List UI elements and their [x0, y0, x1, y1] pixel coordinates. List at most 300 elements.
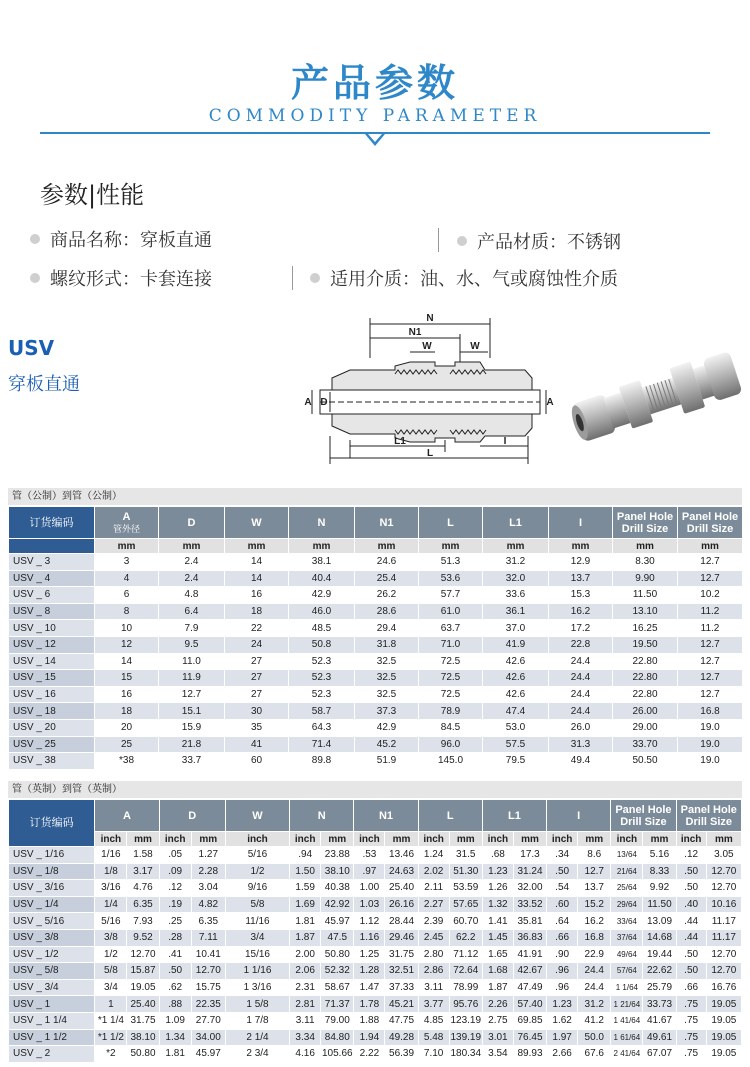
- table-cell: 2.27: [418, 896, 449, 913]
- table-cell: .50: [676, 863, 706, 880]
- table-cell: 45.2: [355, 736, 419, 753]
- table-cell: 2.4: [159, 570, 225, 587]
- table-cell: 36.1: [483, 603, 549, 620]
- spec-value: 油、水、气或腐蚀性介质: [420, 269, 618, 290]
- table-cell: 11.50: [643, 896, 676, 913]
- table-cell: .50: [159, 963, 191, 980]
- bullet-icon: [310, 273, 320, 283]
- table-cell: 6.4: [159, 603, 225, 620]
- col-header-panel-2: Panel Hole Drill Size: [678, 507, 743, 539]
- table-cell: 27: [225, 653, 289, 670]
- table-cell: 1.59: [290, 880, 321, 897]
- table-cell: 37.3: [355, 703, 419, 720]
- table-cell: 20: [95, 719, 159, 736]
- unit-cell: mm: [355, 539, 419, 554]
- unit-cell: inch: [290, 832, 321, 847]
- col-header-d: D: [159, 800, 225, 832]
- table-cell: 50.50: [613, 753, 678, 770]
- table-cell: 1.58: [127, 847, 159, 864]
- table-cell: 71.37: [321, 996, 354, 1013]
- table-cell: 32.0: [483, 570, 549, 587]
- table-cell: 12.7: [678, 670, 743, 687]
- table-cell: 31.2: [483, 554, 549, 571]
- table-cell: *38: [95, 753, 159, 770]
- table-cell: 72.5: [419, 686, 483, 703]
- table-cell: 1: [95, 996, 127, 1013]
- table-cell: 8: [95, 603, 159, 620]
- table-cell: 2.28: [191, 863, 225, 880]
- table-cell: 13.09: [643, 913, 676, 930]
- table-cell: 8.33: [643, 863, 676, 880]
- table-cell: 1 61/64: [611, 1029, 643, 1046]
- table-cell: 19.05: [706, 1029, 741, 1046]
- table-cell: 26.16: [385, 896, 418, 913]
- dim-label-a-right: A: [546, 397, 554, 408]
- table-cell: 30: [225, 703, 289, 720]
- col-header-n1: N1: [354, 800, 418, 832]
- order-code-cell: USV _ 3/4: [9, 979, 95, 996]
- table-cell: 3.11: [290, 1012, 321, 1029]
- order-code-cell: USV _ 1 1/4: [9, 1012, 95, 1029]
- table-cell: 3/8: [95, 929, 127, 946]
- page-subtitle: COMMODITY PARAMETER: [208, 106, 542, 126]
- table-cell: 31.24: [513, 863, 546, 880]
- table-cell: 3/16: [95, 880, 127, 897]
- col-header-code: 订货编码: [9, 507, 95, 539]
- table-cell: 1.81: [290, 913, 321, 930]
- unit-cell: mm: [549, 539, 613, 554]
- table-row: [9, 929, 742, 946]
- table-row: [9, 753, 743, 770]
- table-cell: 25: [95, 736, 159, 753]
- order-code-cell: USV _ 6: [9, 587, 95, 604]
- col-header-l1: L1: [483, 507, 549, 539]
- table-cell: 5/16: [95, 913, 127, 930]
- table-row: [9, 863, 742, 880]
- table-cell: 1 7/8: [225, 1012, 289, 1029]
- table-cell: .66: [676, 979, 706, 996]
- order-code-cell: USV _ 12: [9, 636, 95, 653]
- table-cell: 14: [225, 570, 289, 587]
- table-cell: 27: [225, 686, 289, 703]
- table-cell: 25.40: [385, 880, 418, 897]
- table-cell: 16.8: [678, 703, 743, 720]
- order-code-cell: USV _ 18: [9, 703, 95, 720]
- table-cell: 25.79: [643, 979, 676, 996]
- table-cell: 19.05: [127, 979, 159, 996]
- table-cell: 1 1/64: [611, 979, 643, 996]
- spec-value: 卡套连接: [140, 269, 212, 290]
- units-row: [9, 539, 743, 554]
- table-cell: 4.85: [418, 1012, 449, 1029]
- table-cell: 12.70: [706, 880, 741, 897]
- table-cell: 47.49: [513, 979, 546, 996]
- table-cell: 1 1/16: [225, 963, 289, 980]
- table-cell: 52.3: [289, 670, 355, 687]
- table-cell: 12.7: [678, 686, 743, 703]
- table-row: [9, 719, 743, 736]
- table-cell: 3.17: [127, 863, 159, 880]
- table-cell: 19.05: [706, 996, 741, 1013]
- table-cell: 32.5: [355, 686, 419, 703]
- table-cell: 11.2: [678, 620, 743, 637]
- table-cell: 12.7: [578, 863, 611, 880]
- table-cell: 21/64: [611, 863, 643, 880]
- table-cell: 63.7: [419, 620, 483, 637]
- order-code-cell: USV _ 15: [9, 670, 95, 687]
- table-cell: 25.40: [127, 996, 159, 1013]
- table-cell: 1.41: [482, 913, 513, 930]
- spec-value: 穿板直通: [140, 230, 212, 251]
- table-cell: 3.77: [418, 996, 449, 1013]
- table-cell: 11.2: [678, 603, 743, 620]
- table-cell: 1.12: [354, 913, 385, 930]
- table-cell: 37/64: [611, 929, 643, 946]
- table-cell: 24.63: [385, 863, 418, 880]
- bullet-icon: [30, 273, 40, 283]
- table-cell: 12.70: [706, 863, 741, 880]
- imperial-table: [8, 799, 742, 1063]
- table-cell: 15: [95, 670, 159, 687]
- unit-cell: mm: [419, 539, 483, 554]
- table-cell: 24.4: [549, 670, 613, 687]
- table-row: [9, 636, 743, 653]
- table-cell: 1.81: [159, 1046, 191, 1063]
- table-row: [9, 736, 743, 753]
- table-cell: 1/16: [95, 847, 127, 864]
- table-cell: 105.66: [321, 1046, 354, 1063]
- unit-cell: inch: [159, 832, 191, 847]
- unit-cell: inch: [225, 832, 289, 847]
- unit-cell: mm: [289, 539, 355, 554]
- spec-label: 适用介质：: [330, 269, 420, 290]
- table-cell: 34.00: [191, 1029, 225, 1046]
- table-cell: 13.7: [549, 570, 613, 587]
- table-row: [9, 946, 742, 963]
- table-cell: 3: [95, 554, 159, 571]
- table-cell: .75: [676, 1012, 706, 1029]
- table-cell: 89.8: [289, 753, 355, 770]
- table-cell: 1.03: [354, 896, 385, 913]
- table-cell: 28.6: [355, 603, 419, 620]
- table-cell: 58.7: [289, 703, 355, 720]
- table-cell: 76.45: [513, 1029, 546, 1046]
- table-cell: 33/64: [611, 913, 643, 930]
- table-cell: 42.6: [483, 653, 549, 670]
- table-cell: 3.01: [482, 1029, 513, 1046]
- spec-value: 不锈钢: [567, 232, 621, 253]
- table-cell: 14.68: [643, 929, 676, 946]
- table-cell: 35: [225, 719, 289, 736]
- table-cell: .44: [676, 913, 706, 930]
- col-header-panel-1: Panel Hole Drill Size: [613, 507, 678, 539]
- table-cell: 22.80: [613, 670, 678, 687]
- table-cell: 145.0: [419, 753, 483, 770]
- table-cell: 11.9: [159, 670, 225, 687]
- table-cell: 15.3: [549, 587, 613, 604]
- table-cell: 5.48: [418, 1029, 449, 1046]
- table-cell: 31.3: [549, 736, 613, 753]
- table-cell: 139.19: [449, 1029, 482, 1046]
- dim-label-d: D: [320, 397, 328, 408]
- table-cell: 12.9: [549, 554, 613, 571]
- col-header-a: A: [95, 800, 159, 832]
- table-cell: 52.3: [289, 686, 355, 703]
- table-cell: *2: [95, 1046, 127, 1063]
- table-cell: 2.66: [547, 1046, 578, 1063]
- spec-item-material: [457, 228, 621, 254]
- table-row: [9, 1029, 742, 1046]
- table-cell: 32.00: [513, 880, 546, 897]
- table-row: [9, 670, 743, 687]
- table-cell: 12.7: [159, 686, 225, 703]
- table-cell: 51.3: [419, 554, 483, 571]
- table-cell: 2.22: [354, 1046, 385, 1063]
- table-cell: 42.67: [513, 963, 546, 980]
- col-header-n: N: [290, 800, 354, 832]
- table-cell: 4.82: [191, 896, 225, 913]
- col-header-l1: L1: [482, 800, 546, 832]
- table-cell: 2.26: [482, 996, 513, 1013]
- table-cell: 9.5: [159, 636, 225, 653]
- table-cell: 50.8: [289, 636, 355, 653]
- table-cell: .50: [676, 880, 706, 897]
- table-cell: .96: [547, 963, 578, 980]
- table-cell: 26.2: [355, 587, 419, 604]
- table-cell: .60: [547, 896, 578, 913]
- table-cell: 1.32: [482, 896, 513, 913]
- table-cell: 57.65: [449, 896, 482, 913]
- table-cell: 1.25: [354, 946, 385, 963]
- unit-cell: inch: [95, 832, 127, 847]
- table-cell: 18: [225, 603, 289, 620]
- order-code-cell: USV _ 16: [9, 686, 95, 703]
- table-cell: 69.85: [513, 1012, 546, 1029]
- table-cell: 16.2: [578, 913, 611, 930]
- table-row: [9, 996, 742, 1013]
- unit-cell: inch: [418, 832, 449, 847]
- order-code-cell: USV _ 1/16: [9, 847, 95, 864]
- table-cell: 33.7: [159, 753, 225, 770]
- col-header-n: N: [289, 507, 355, 539]
- col-header-panel-2: Panel Hole Drill Size: [676, 800, 741, 832]
- table-cell: 1.62: [547, 1012, 578, 1029]
- spec-label: 螺纹形式：: [50, 269, 140, 290]
- table-cell: 1.94: [354, 1029, 385, 1046]
- table-cell: .66: [547, 929, 578, 946]
- table-cell: 41.9: [483, 636, 549, 653]
- table-cell: 2.31: [290, 979, 321, 996]
- table-cell: .25: [159, 913, 191, 930]
- table-row: [9, 896, 742, 913]
- table-cell: 19.50: [613, 636, 678, 653]
- table-cell: 95.76: [449, 996, 482, 1013]
- table-cell: 41: [225, 736, 289, 753]
- order-code-cell: USV _ 3/8: [9, 929, 95, 946]
- table-cell: 1 5/8: [225, 996, 289, 1013]
- table-cell: 52.32: [321, 963, 354, 980]
- table-cell: .75: [676, 1046, 706, 1063]
- bullet-icon: [457, 236, 467, 246]
- table-cell: .50: [547, 863, 578, 880]
- table-cell: 9.92: [643, 880, 676, 897]
- table-cell: 15.2: [578, 896, 611, 913]
- table-cell: .41: [159, 946, 191, 963]
- table-cell: 1.88: [354, 1012, 385, 1029]
- table-cell: 79.00: [321, 1012, 354, 1029]
- table-cell: .90: [547, 946, 578, 963]
- spec-separator: [438, 228, 439, 252]
- table-cell: 12.70: [191, 963, 225, 980]
- order-code-cell: USV _ 1: [9, 996, 95, 1013]
- table-cell: 12.70: [706, 946, 741, 963]
- table-cell: 27: [225, 670, 289, 687]
- table-cell: 58.67: [321, 979, 354, 996]
- table-cell: 9/16: [225, 880, 289, 897]
- table-row: [9, 554, 743, 571]
- table-cell: 3.11: [418, 979, 449, 996]
- table-cell: 12.70: [706, 963, 741, 980]
- table-cell: 11.0: [159, 653, 225, 670]
- order-code-cell: USV _ 1/2: [9, 946, 95, 963]
- table-cell: .12: [159, 880, 191, 897]
- table-cell: 9.90: [613, 570, 678, 587]
- table-cell: 5/16: [225, 847, 289, 864]
- table-cell: 1.50: [290, 863, 321, 880]
- table-cell: 84.5: [419, 719, 483, 736]
- col-header-n1: N1: [355, 507, 419, 539]
- table-cell: 49/64: [611, 946, 643, 963]
- table-cell: 1.23: [482, 863, 513, 880]
- table-cell: 33.6: [483, 587, 549, 604]
- table-cell: 78.9: [419, 703, 483, 720]
- table-cell: 61.0: [419, 603, 483, 620]
- table-cell: 7.10: [418, 1046, 449, 1063]
- table-cell: 1 41/64: [611, 1012, 643, 1029]
- table-cell: 3.04: [191, 880, 225, 897]
- table-cell: 24.6: [355, 554, 419, 571]
- table-cell: 14: [225, 554, 289, 571]
- table-cell: 23.88: [321, 847, 354, 864]
- order-code-cell: USV _ 25: [9, 736, 95, 753]
- table-cell: 3/4: [95, 979, 127, 996]
- table-cell: 1.87: [482, 979, 513, 996]
- table-cell: 42.92: [321, 896, 354, 913]
- unit-cell: mm: [706, 832, 741, 847]
- table-cell: 8.30: [613, 554, 678, 571]
- table-cell: 123.19: [449, 1012, 482, 1029]
- table-cell: 67.07: [643, 1046, 676, 1063]
- table-cell: 12.7: [678, 653, 743, 670]
- table-cell: 32.5: [355, 653, 419, 670]
- table-cell: 24.4: [549, 653, 613, 670]
- unit-cell: mm: [385, 832, 418, 847]
- table-cell: 51.30: [449, 863, 482, 880]
- table-cell: 50.0: [578, 1029, 611, 1046]
- unit-cell: mm: [225, 539, 289, 554]
- table-cell: 18: [95, 703, 159, 720]
- col-header-w: W: [225, 800, 289, 832]
- table-cell: 1.27: [191, 847, 225, 864]
- table-cell: 84.80: [321, 1029, 354, 1046]
- table-row: [9, 620, 743, 637]
- table-cell: 36.83: [513, 929, 546, 946]
- header-notch-inner: [368, 134, 382, 142]
- table-cell: 29/64: [611, 896, 643, 913]
- unit-cell: mm: [159, 539, 225, 554]
- table-cell: 19.44: [643, 946, 676, 963]
- table-cell: 7.93: [127, 913, 159, 930]
- table-cell: 1.28: [354, 963, 385, 980]
- table-cell: 25.4: [355, 570, 419, 587]
- table-cell: .09: [159, 863, 191, 880]
- table-cell: 2.80: [418, 946, 449, 963]
- table-cell: .68: [482, 847, 513, 864]
- table-row: [9, 703, 743, 720]
- table-cell: 40.4: [289, 570, 355, 587]
- table-cell: 2.75: [482, 1012, 513, 1029]
- table-cell: 57.7: [419, 587, 483, 604]
- table-cell: .96: [547, 979, 578, 996]
- table-cell: 2.81: [290, 996, 321, 1013]
- table-cell: 72.5: [419, 653, 483, 670]
- table-cell: 12.7: [678, 636, 743, 653]
- table-cell: 64.3: [289, 719, 355, 736]
- table-cell: 2.00: [290, 946, 321, 963]
- table-cell: 47.75: [385, 1012, 418, 1029]
- table-cell: 21.8: [159, 736, 225, 753]
- unit-cell: mm: [483, 539, 549, 554]
- table-cell: 33.52: [513, 896, 546, 913]
- col-header-a: [95, 507, 159, 539]
- dim-label-l1: L1: [394, 436, 406, 447]
- table-cell: 31.75: [385, 946, 418, 963]
- table-cell: 1.47: [354, 979, 385, 996]
- table-cell: 3.54: [482, 1046, 513, 1063]
- bullet-icon: [30, 234, 40, 244]
- col-header-a-sub: 管外径: [112, 523, 140, 534]
- table-cell: .44: [676, 929, 706, 946]
- table-cell: 2 41/64: [611, 1046, 643, 1063]
- table-cell: 1.65: [482, 946, 513, 963]
- table-cell: 11/16: [225, 913, 289, 930]
- spec-label: 产品材质：: [477, 232, 567, 253]
- table-cell: 71.12: [449, 946, 482, 963]
- order-code-cell: USV _ 8: [9, 603, 95, 620]
- table-cell: 19.0: [678, 736, 743, 753]
- table-cell: 49.28: [385, 1029, 418, 1046]
- table-cell: 42.9: [355, 719, 419, 736]
- order-code-cell: USV _ 14: [9, 653, 95, 670]
- table-cell: 32.51: [385, 963, 418, 980]
- table-cell: 2.4: [159, 554, 225, 571]
- table-cell: 4.76: [127, 880, 159, 897]
- table-cell: 3/4: [225, 929, 289, 946]
- table-cell: 41.67: [643, 1012, 676, 1029]
- table-cell: 2.02: [418, 863, 449, 880]
- order-code-cell: USV _ 1 1/2: [9, 1029, 95, 1046]
- col-header-w: W: [225, 507, 289, 539]
- table-cell: 24.4: [578, 979, 611, 996]
- table-cell: 26.00: [613, 703, 678, 720]
- table-cell: 37.33: [385, 979, 418, 996]
- table-row: [9, 1012, 742, 1029]
- table-cell: .75: [676, 996, 706, 1013]
- imperial-table-body: [9, 847, 742, 1063]
- imperial-table-section: [8, 781, 742, 1063]
- table-cell: 1/2: [95, 946, 127, 963]
- col-header-code: 订货编码: [9, 800, 95, 847]
